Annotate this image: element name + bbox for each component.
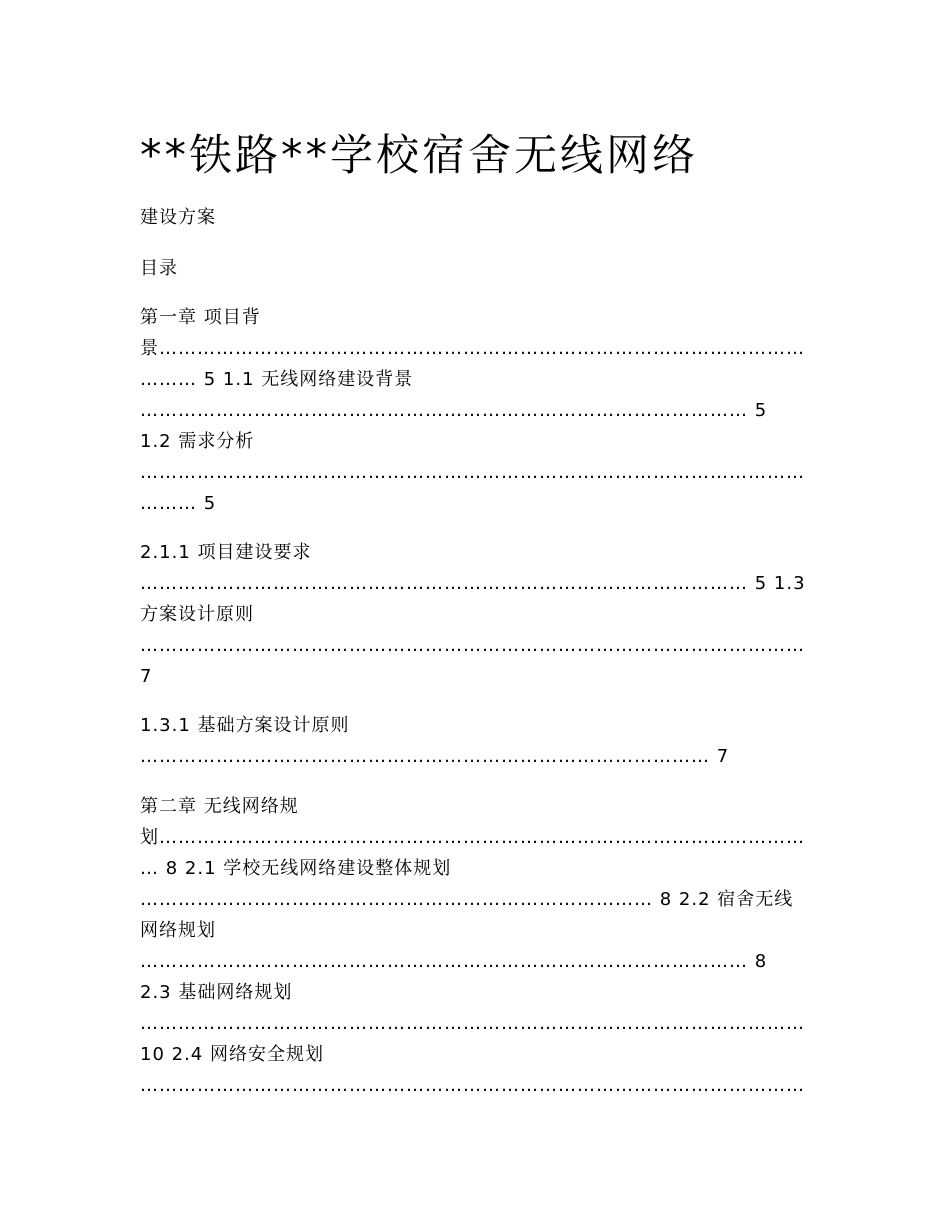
toc-entry-chapter-1 bbox=[140, 302, 808, 519]
toc-line: 第二章 无线网络规 bbox=[140, 796, 299, 817]
toc-line: ……………………………………………………………………………… 7 bbox=[140, 746, 730, 767]
toc-entry-1-3-1 bbox=[140, 710, 808, 772]
toc-line: ……………………………………………………………………… 8 2.2 宿舍无线 bbox=[140, 889, 794, 910]
toc-line: …………………………………………………………………………………………… bbox=[140, 1013, 805, 1034]
toc-line: 网络规划 bbox=[140, 920, 216, 941]
toc-line: 方案设计原则 bbox=[140, 604, 254, 625]
toc-entry-chapter-2 bbox=[140, 791, 808, 1101]
toc-line: 景………………………………………………………………………………………… bbox=[140, 338, 805, 359]
document-subtitle: 建设方案 bbox=[140, 207, 216, 228]
toc-line: 2.3 基础网络规划 bbox=[140, 982, 293, 1003]
toc-line: …………………………………………………………………………………… 8 bbox=[140, 951, 768, 972]
toc-heading: 目录 bbox=[140, 258, 178, 279]
toc-line: …………………………………………………………………………………… 5 bbox=[140, 400, 768, 421]
toc-line: 10 2.4 网络安全规划 bbox=[140, 1044, 324, 1065]
toc-line: 1.3.1 基础方案设计原则 bbox=[140, 715, 350, 736]
toc-line: 7 bbox=[140, 666, 153, 687]
toc-line: 第一章 项目背 bbox=[140, 307, 261, 328]
toc-line: 2.1.1 项目建设要求 bbox=[140, 542, 312, 563]
document-title: **铁路**学校宿舍无线网络 bbox=[140, 131, 698, 181]
toc-line: … 8 2.1 学校无线网络建设整体规划 bbox=[140, 858, 452, 879]
toc-line: 划………………………………………………………………………………………… bbox=[140, 827, 805, 848]
toc-line: ……… 5 1.1 无线网络建设背景 bbox=[140, 369, 414, 390]
toc-entry-2-1-1 bbox=[140, 537, 808, 692]
toc-line: ……… 5 bbox=[140, 493, 217, 514]
toc-line: 1.2 需求分析 bbox=[140, 431, 255, 452]
toc-line: …………………………………………………………………………………………… bbox=[140, 635, 805, 656]
toc-line: …………………………………………………………………………………………… bbox=[140, 1075, 805, 1096]
toc-line: …………………………………………………………………………………………… bbox=[140, 462, 805, 483]
toc-line: …………………………………………………………………………………… 5 1.3 bbox=[140, 573, 806, 594]
